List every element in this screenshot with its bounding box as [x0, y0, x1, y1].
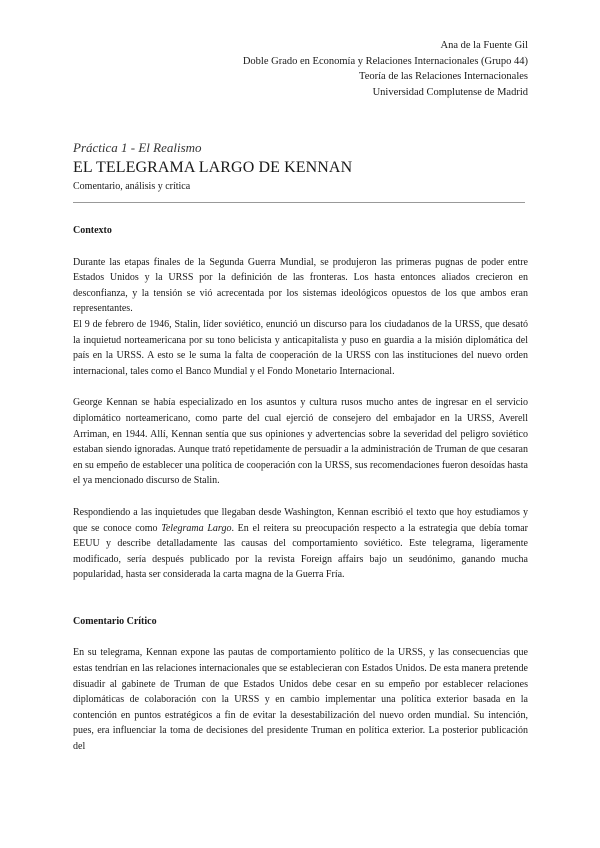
- context-paragraph-3: George Kennan se había especializado en los asuntos y cultura rusos mucho antes de ingresar en el servicio diplomático norteamericano, como parte del cual ejerció de consejero del embajador en la URSS, Averell Arriman, en 1944. Allí, Kennan sentía que sus opiniones y advertencias sobre la severidad del peligro soviético estaban siendo ignoradas. Aunque trató repetidamente de persuadir a la administración de Truman de que cesaran en su empeño de establecer una política de cooperación con la URSS, sus recomendaciones fueron desoídas hasta el ya mencionado discurso de Stalin.: [73, 397, 528, 487]
- context-paragraph-2: El 9 de febrero de 1946, Stalin, líder soviético, enunció un discurso para los ciudadanos de la URSS, que desató la inquietud norteamericana por su tono belicista y anticapitalista y puso en guardia a la misión diplomática del país en la URSS. A esto se le suma la falta de cooperación de la URSS con las instituciones del nuevo orden internacional, tales como el Banco Mundial y el Fondo Monetario Internacional.: [73, 318, 528, 377]
- context-paragraph-4-start: Respondiendo a las inquietudes que llegaban desde Washington, Kennan escribió el texto que hoy estudiamos y que se conoce como: [73, 506, 528, 534]
- critique-paragraph-1: En su telegrama, Kennan expone las pautas de comportamiento político de la URSS, y las consecuencias que estas tendrían en las relaciones internacionales que se establecieran con Estados Unidos. De esta manera pretende disuadir al gabinete de Truman de que Estados Unidos debe cesar en su empeño por establecer relaciones diplomáticas de colaboración con la URSS y en cambio implementar una política exterior basada en la contención en puntos estratégicos a fin de evitar la desestabilización del nuevo orden mundial. Su intención, pues, era influenciar la toma de decisiones del presidente Truman en política exterior. La posterior publicación del: [73, 647, 528, 753]
- document-title: EL TELEGRAMA LARGO DE KENNAN: [73, 159, 353, 176]
- practice-subtitle: Práctica 1 - El Realismo: [73, 140, 202, 155]
- title-divider: [73, 202, 525, 203]
- author-name: Ana de la Fuente Gil: [440, 40, 528, 51]
- section-heading-context: Contexto: [73, 225, 112, 236]
- context-paragraph-4-end: . En el reitera su preocupación respecto a la estrategia que debía tomar EEUU y describe detalladamente las causas del comportamiento soviético. Este telegrama, ligeramente modificado, sería después publicado por la revista Foreign affairs bajo un seudónimo, ganando mucha popularidad, hasta ser considerada la carta magna de la Guerra Fría.: [73, 522, 528, 581]
- document-body: [73, 223, 528, 755]
- course-name: Teoría de las Relaciones Internacionales: [359, 71, 528, 82]
- context-paragraph-4: [73, 505, 528, 583]
- context-paragraph-1: Durante las etapas finales de la Segunda Guerra Mundial, se produjeron las primeras pugnas de poder entre Estados Unidos y la URSS por la definición de las fronteras. Los hasta entonces aliados crecieron en desconfianza, y la tensión se vió acrecentada por los sistemas ideológicos opuestos de los que ambos eran representantes.: [73, 256, 528, 315]
- document-header: [243, 38, 528, 100]
- document-tagline: Comentario, análisis y crítica: [73, 181, 191, 192]
- university-name: Universidad Complutense de Madrid: [372, 86, 528, 98]
- title-block: [73, 139, 528, 194]
- section-heading-critique: Comentario Crítico: [73, 615, 157, 627]
- degree-name: Doble Grado en Economía y Relaciones Internacionales (Grupo 44): [242, 55, 528, 67]
- telegram-title-italic: Telegrama Largo: [161, 522, 232, 534]
